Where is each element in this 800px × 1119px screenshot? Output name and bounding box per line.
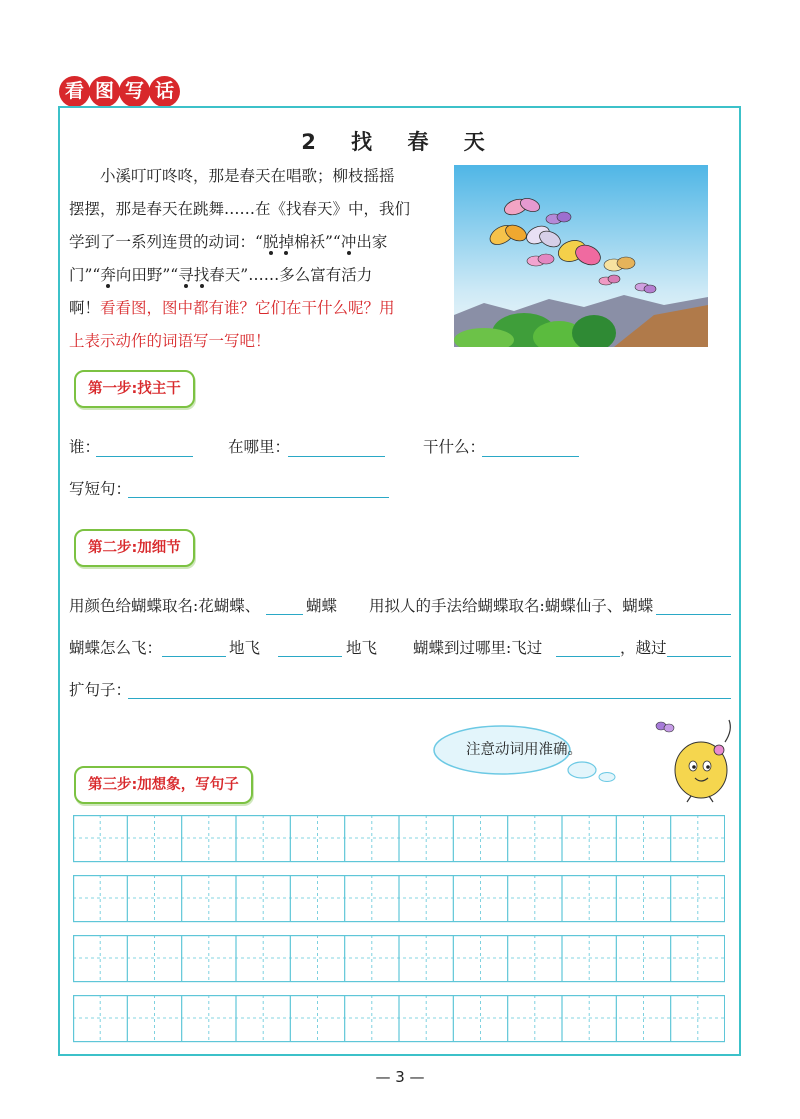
fly-over-blank[interactable] <box>556 656 620 657</box>
dotted-verb: 脱 <box>262 233 279 251</box>
who-label: 谁： <box>69 438 101 456</box>
page-number: — 3 — <box>375 1068 425 1086</box>
intro-line: 摆摆，那是春天在跳舞……在《找春天》中，我们 <box>69 200 411 218</box>
short-sentence-label: 写短句： <box>69 480 132 498</box>
dotted-verb: 掉 <box>278 233 294 251</box>
di-fei-2: 地飞 <box>346 639 378 657</box>
personify-label: 用拟人的手法给蝴蝶取名:蝴蝶仙子、蝴蝶 <box>369 597 654 615</box>
where-been-label: 蝴蝶到过哪里:飞过 <box>413 639 543 657</box>
intro-prompt: 上表示动作的词语写一写吧！ <box>69 332 271 350</box>
how-fly-label: 蝴蝶怎么飞： <box>69 639 163 657</box>
step2-label: 第二步:加细节 <box>74 529 195 567</box>
header-badge-char: 写 <box>119 76 150 107</box>
intro-paragraph-line <box>69 292 434 325</box>
short-sentence-blank[interactable] <box>128 497 389 498</box>
intro-text: 向田野”“ <box>115 266 179 284</box>
writing-grid[interactable] <box>73 815 725 1043</box>
intro-text: 棉袄”“ <box>293 233 341 251</box>
dotted-verb: 冲 <box>340 233 357 251</box>
intro-line: 小溪叮叮咚咚，那是春天在唱歌；柳枝摇摇 <box>100 167 395 185</box>
intro-text: 学到了一系列连贯的动词：“ <box>69 233 263 251</box>
intro-text: 出家 <box>356 233 388 251</box>
intro-text: 门”“ <box>69 266 101 284</box>
intro-paragraph-line <box>69 193 434 226</box>
color-name-blank[interactable] <box>266 614 303 615</box>
how-fly-blank-1[interactable] <box>162 656 226 657</box>
expand-blank[interactable] <box>128 698 731 699</box>
who-blank[interactable] <box>96 456 193 457</box>
yue-guo-label: ，越过 <box>620 639 667 657</box>
expand-label: 扩句子： <box>69 681 132 699</box>
intro-text: 春天”……多么富有活力 <box>209 266 373 284</box>
intro-paragraph-line <box>69 226 434 259</box>
intro-prompt: 看看图，图中都有谁？它们在干什么呢？用 <box>100 299 395 317</box>
intro-paragraph <box>69 160 434 193</box>
page-title: 2 找 春 天 <box>301 130 499 154</box>
dotted-verb: 奔 <box>100 266 116 284</box>
header-badge-char: 话 <box>149 76 180 107</box>
tip-text: 注意动词用准确。 <box>466 742 582 758</box>
how-fly-blank-2[interactable] <box>278 656 342 657</box>
cross-over-blank[interactable] <box>667 656 731 657</box>
butterfly-icon <box>656 722 674 732</box>
step3-label: 第三步:加想象，写句子 <box>74 766 253 804</box>
butterfly-illustration <box>454 165 708 347</box>
dotted-verb: 找 <box>193 266 210 284</box>
intro-paragraph-line <box>69 325 434 358</box>
intro-text: 啊！ <box>69 299 101 317</box>
step1-label: 第一步:找主干 <box>74 370 195 408</box>
personify-blank[interactable] <box>656 614 731 615</box>
color-name-end: 蝴蝶 <box>306 597 338 615</box>
header-badge-char: 图 <box>89 76 120 107</box>
color-name-label: 用颜色给蝴蝶取名:花蝴蝶、 <box>69 597 261 615</box>
what-blank[interactable] <box>482 456 579 457</box>
mascot-character <box>655 714 740 804</box>
where-label: 在哪里： <box>228 438 291 456</box>
header-badge-char: 看 <box>59 76 90 107</box>
intro-paragraph-line <box>69 259 434 292</box>
di-fei-1: 地飞 <box>229 639 261 657</box>
where-blank[interactable] <box>288 456 385 457</box>
what-label: 干什么： <box>423 438 486 456</box>
dotted-verb: 寻 <box>178 266 194 284</box>
